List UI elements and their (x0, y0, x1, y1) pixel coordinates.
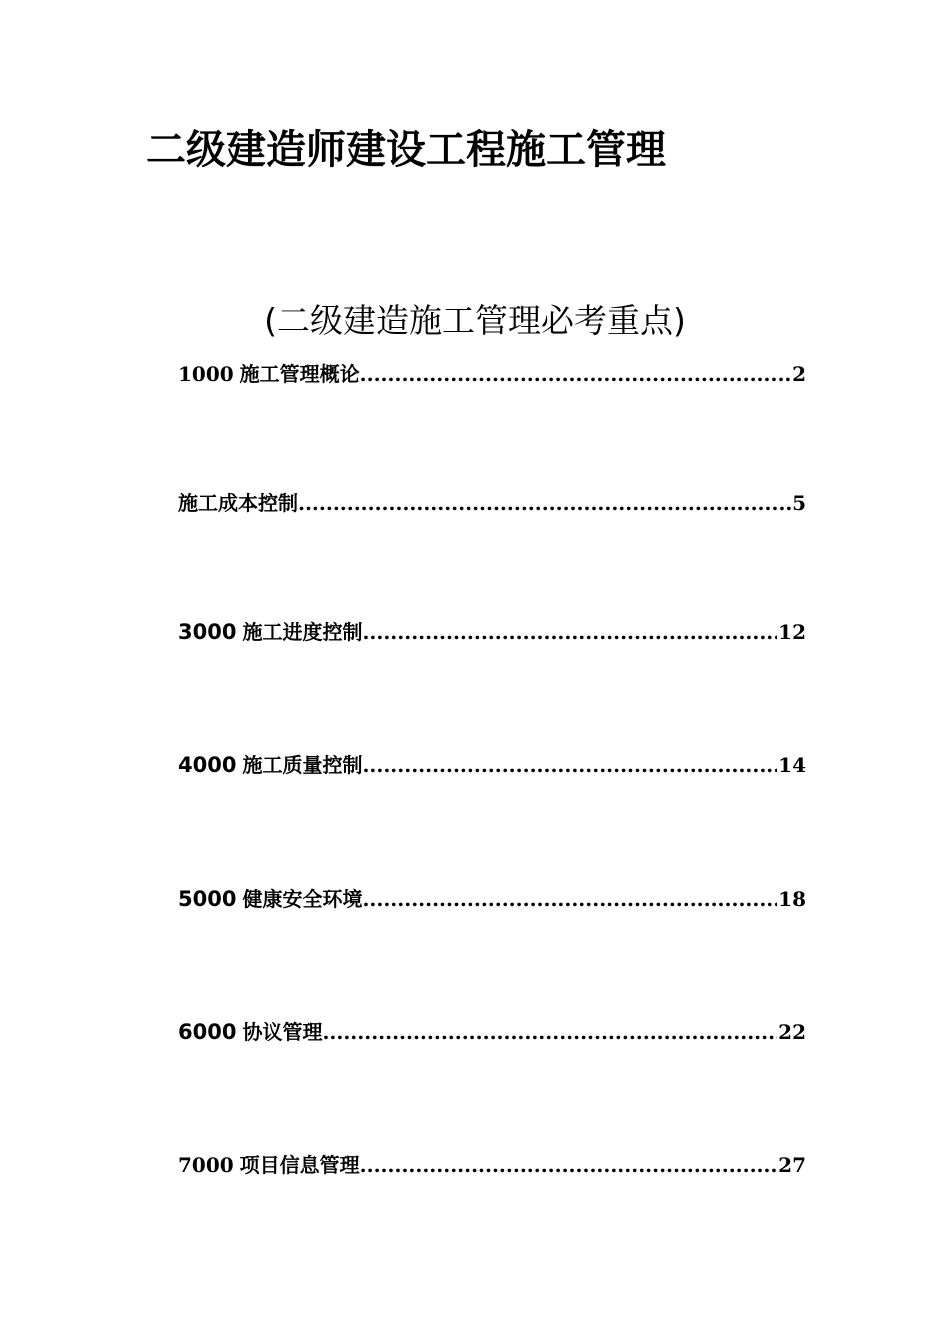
toc-entry-number: 6000 (178, 1020, 237, 1044)
toc-entry-page: 5 (792, 491, 806, 515)
document-subtitle: (二级建造施工管理必考重点) (264, 301, 686, 340)
toc-entry-page: 27 (778, 1153, 806, 1177)
toc-entry-number: 7000 (178, 1153, 234, 1177)
toc-entry-title: 施工成本控制 (178, 491, 298, 515)
toc-entry[interactable] (178, 750, 806, 780)
toc-entry-title: 协议管理 (242, 1020, 323, 1044)
toc-entry-title: 项目信息管理 (239, 1153, 360, 1177)
toc-entry-number: 3000 (178, 620, 237, 644)
toc-entry-number: 1000 (178, 362, 234, 386)
toc-entry-number: 5000 (178, 887, 237, 911)
toc-dot-leader (360, 1150, 777, 1180)
toc-dot-leader (360, 359, 791, 389)
toc-dot-leader (298, 488, 791, 518)
toc-entry-title: 施工进度控制 (242, 620, 363, 644)
toc-entry[interactable] (178, 488, 806, 518)
toc-entry[interactable] (178, 1150, 806, 1180)
toc-entry-page: 18 (778, 887, 806, 911)
toc-entry[interactable] (178, 359, 806, 389)
toc-dot-leader (362, 884, 777, 914)
document-title: 二级建造师建设工程施工管理 (146, 127, 666, 173)
toc-dot-leader (362, 617, 777, 647)
toc-entry-page: 12 (778, 620, 806, 644)
toc-dot-leader (322, 1017, 777, 1047)
toc-entry-title: 施工管理概论 (239, 362, 360, 386)
toc-entry[interactable] (178, 617, 806, 647)
toc-entry-number: 4000 (178, 753, 237, 777)
toc-dot-leader (362, 750, 777, 780)
toc-entry-page: 2 (792, 362, 806, 386)
toc-entry[interactable] (178, 884, 806, 914)
toc-entry-page: 22 (778, 1020, 806, 1044)
toc-entry-page: 14 (778, 753, 806, 777)
toc-entry-title: 健康安全环境 (242, 887, 363, 911)
toc-entry[interactable] (178, 1017, 806, 1047)
toc-entry-title: 施工质量控制 (242, 753, 363, 777)
